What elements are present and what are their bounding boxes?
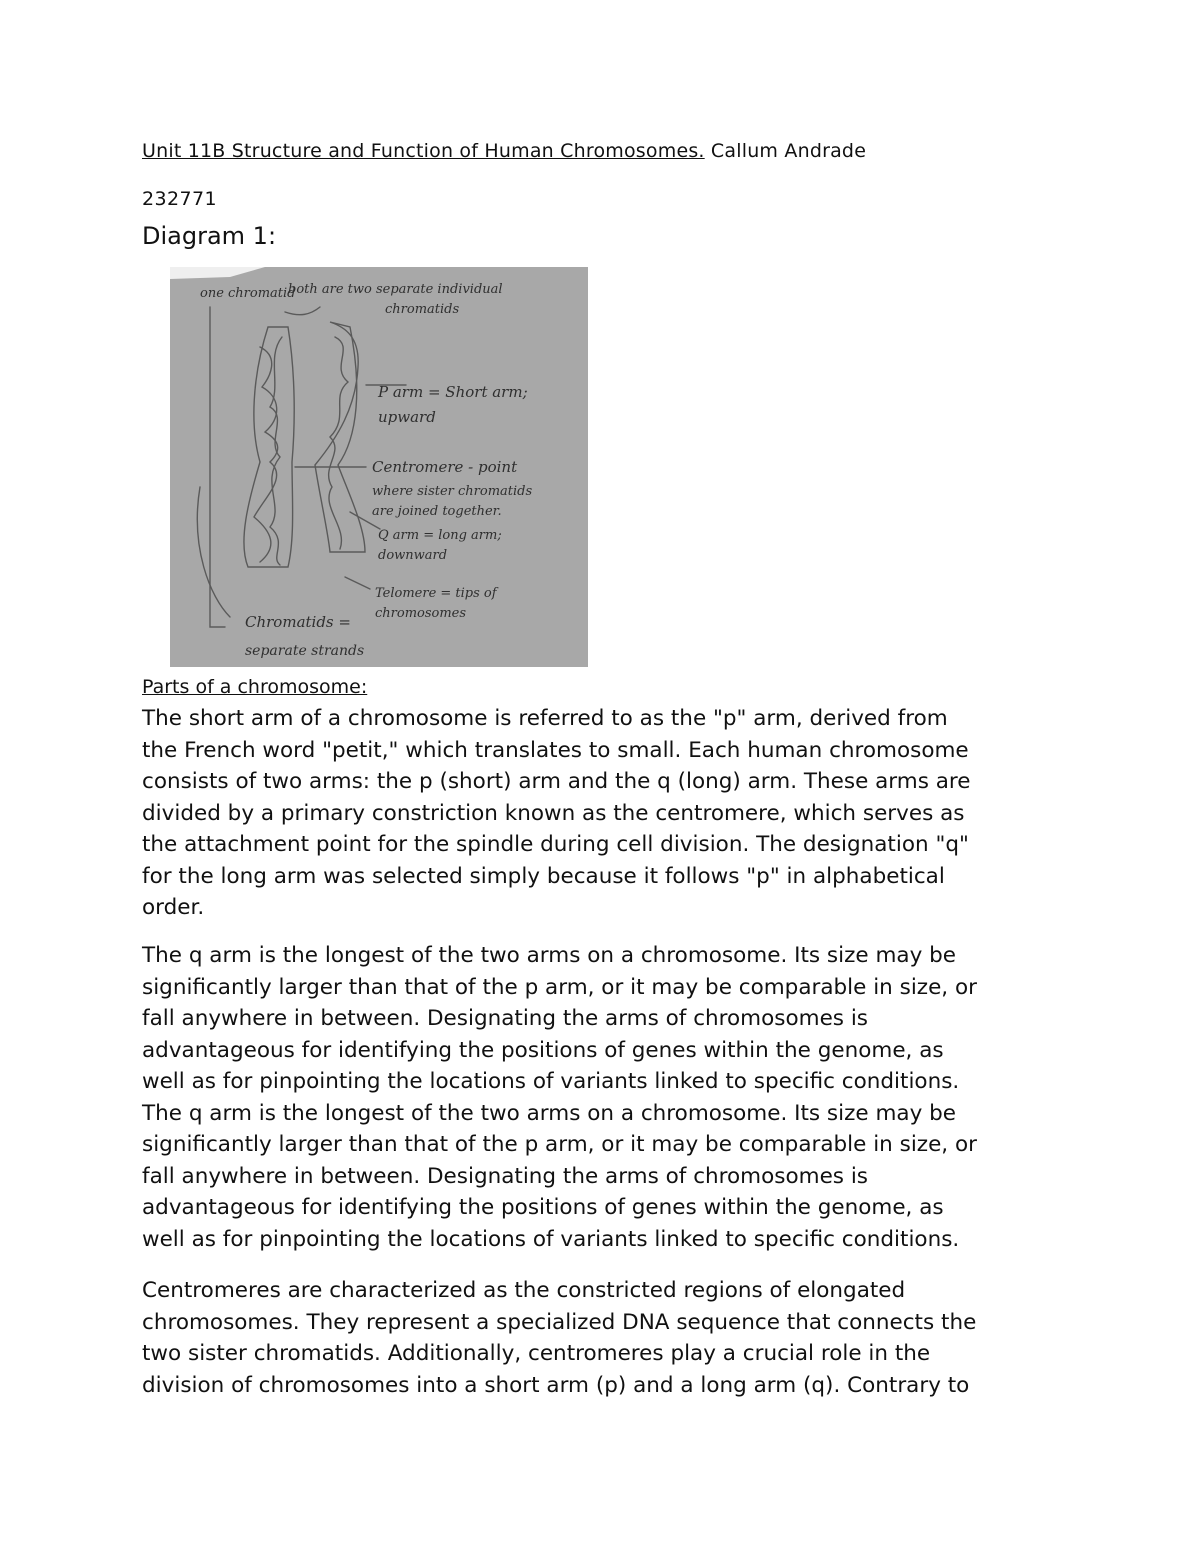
text-line: the attachment point for the spindle during cell division. The designation "q"	[142, 832, 969, 857]
annotation-q-arm-downward: downward	[378, 548, 448, 563]
text-line: the French word "petit," which translates to small. Each human chromosome	[142, 737, 969, 763]
text-line: division of chromosomes into a short arm (p) and a long arm (q). Contrary to	[142, 1372, 970, 1398]
annotation-both-separate: both are two separate individual	[288, 282, 503, 297]
annotation-chromatids: chromatids	[385, 302, 460, 317]
text-line: The q arm is the longest of the two arms on a chromosome. Its size may be	[142, 1100, 956, 1126]
paragraph-3	[142, 1275, 1072, 1401]
diagram-heading: Diagram 1:	[142, 222, 277, 250]
text-line: divided by a primary constriction known as the centromere, which serves as	[142, 800, 965, 826]
text-line: order.	[142, 895, 205, 920]
annotation-p-arm: P arm = Short arm;	[378, 383, 528, 401]
text-line: significantly larger than that of the p arm, or it may be comparable in size, or	[142, 1132, 977, 1157]
text-line: consists of two arms: the p (short) arm and the q (long) arm. These arms are	[142, 769, 971, 794]
paragraph-2	[142, 940, 1072, 1255]
title-line	[142, 140, 866, 162]
annotation-telomere: Telomere = tips of	[375, 586, 497, 601]
text-line: fall anywhere in between. Designating the arms of chromosomes is	[142, 1163, 869, 1189]
text-line: The q arm is the longest of the two arms on a chromosome. Its size may be	[142, 943, 956, 968]
author-name: Callum Andrade	[710, 140, 867, 162]
annotation-centromere: Centromere - point	[372, 458, 518, 476]
text-line: fall anywhere in between. Designating the arms of chromosomes is	[142, 1006, 869, 1031]
annotation-centromere-3: are joined together.	[372, 504, 502, 519]
annotation-chromatids-def: Chromatids =	[245, 613, 351, 631]
annotation-p-arm-upward: upward	[378, 408, 436, 426]
text-line: advantageous for identifying the positions of genes within the genome, as	[142, 1037, 944, 1063]
document-title: Unit 11B Structure and Function of Human Chromosomes.	[142, 140, 705, 162]
text-line: significantly larger than that of the p arm, or it may be comparable in size, or	[142, 974, 977, 1000]
text-line: well as for pinpointing the locations of variants linked to specific conditions.	[142, 1069, 960, 1094]
text-line: advantageous for identifying the positions of genes within the genome, as	[142, 1195, 944, 1220]
section-heading: Parts of a chromosome:	[142, 676, 368, 698]
annotation-one-chromatid: one chromatid	[200, 286, 296, 301]
annotation-centromere-2: where sister chromatids	[372, 484, 533, 499]
text-line: for the long arm was selected simply because it follows "p" in alphabetical	[142, 863, 945, 889]
text-line: The short arm of a chromosome is referred to as the "p" arm, derived from	[142, 706, 948, 731]
text-line: Centromeres are characterized as the constricted regions of elongated	[142, 1278, 906, 1303]
annotation-q-arm: Q arm = long arm;	[378, 528, 502, 543]
annotation-chromatids-def-2: separate strands	[245, 643, 365, 659]
text-line: well as for pinpointing the locations of variants linked to specific conditions.	[142, 1226, 960, 1252]
student-id: 232771	[142, 188, 217, 210]
text-line: chromosomes. They represent a specialized DNA sequence that connects the	[142, 1309, 977, 1335]
text-line: two sister chromatids. Additionally, centromeres play a crucial role in the	[142, 1341, 931, 1366]
chromosome-diagram-photo	[170, 267, 588, 667]
annotation-telomere-2: chromosomes	[375, 606, 467, 621]
paragraph-1	[142, 703, 1072, 924]
